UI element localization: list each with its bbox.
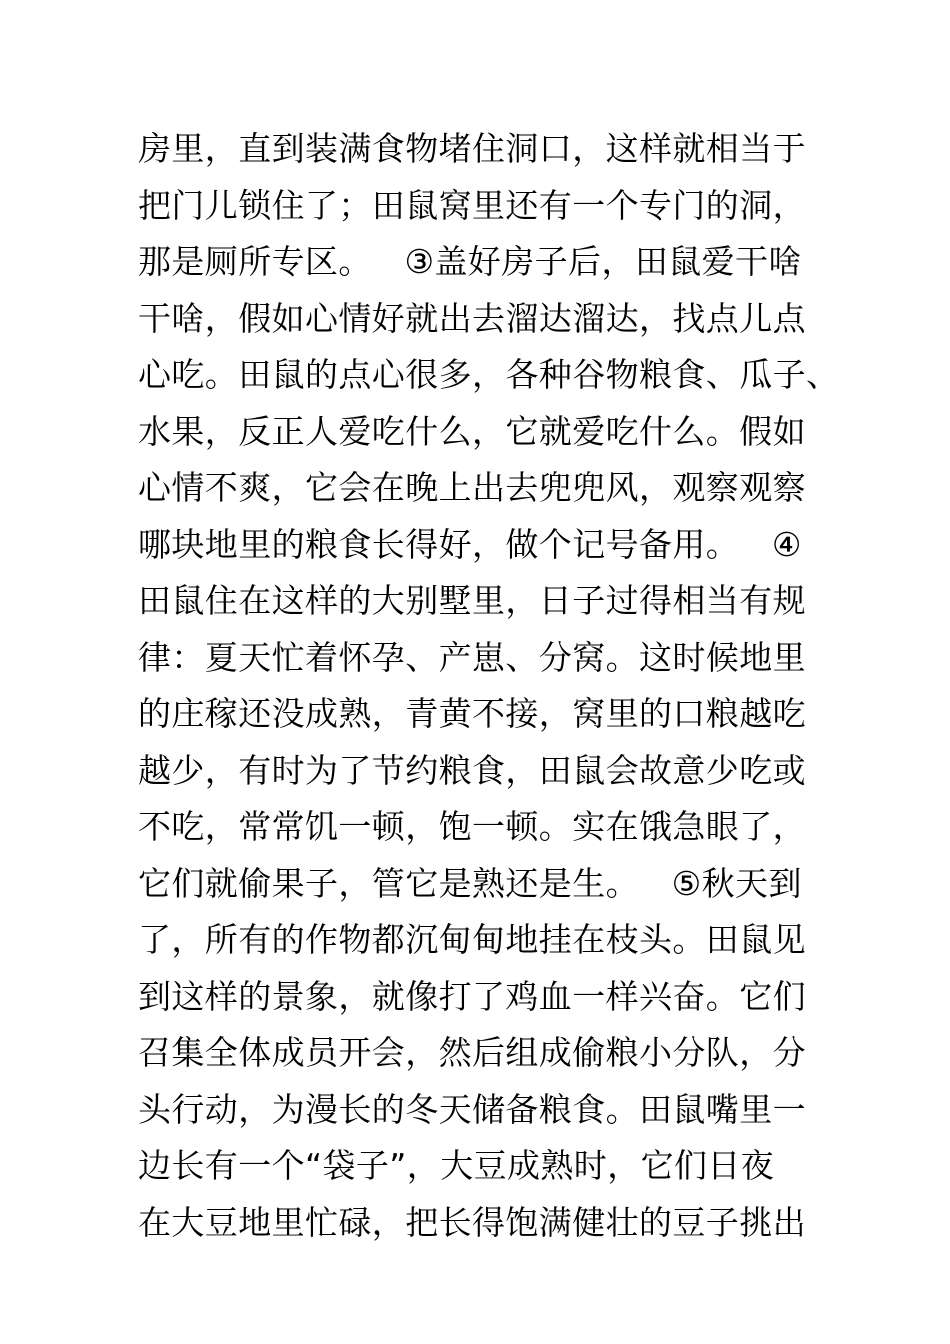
- text-line: 把门儿锁住了；田鼠窝里还有一个专门的洞，: [138, 185, 806, 225]
- text-line: 头行动，为漫长的冬天储备粮食。田鼠嘴里一: [138, 1089, 806, 1129]
- text-line: 的庄稼还没成熟，青黄不接，窝里的口粮越吃: [138, 694, 806, 733]
- text-line: 召集全体成员开会，然后组成偷粮小分队，分: [138, 1033, 806, 1072]
- text-line: 它们就偷果子，管它是熟还是生。 ⑤秋天到: [138, 863, 802, 903]
- text-line: 到这样的景象，就像打了鸡血一样兴奋。它们: [138, 976, 806, 1016]
- text-line: 水果，反正人爱吃什么，它就爱吃什么。假如: [138, 411, 806, 451]
- text-line: 律：夏天忙着怀孕、产崽、分窝。这时候地里: [138, 637, 806, 677]
- text-line: 哪块地里的粮食长得好，做个记号备用。 ④: [138, 524, 802, 564]
- text-line: 边长有一个“袋子”，大豆成熟时，它们日夜: [138, 1146, 775, 1185]
- text-line: 在大豆地里忙碌，把长得饱满健壮的豆子挑出: [138, 1202, 806, 1242]
- text-line: 了，所有的作物都沉甸甸地挂在枝头。田鼠见: [138, 920, 806, 959]
- text-line: 越少，有时为了节约粮食，田鼠会故意少吃或: [138, 750, 806, 790]
- text-line: 房里，直到装满食物堵住洞口，这样就相当于: [138, 129, 806, 168]
- body-text: [138, 125, 858, 1255]
- text-line: 田鼠住在这样的大别墅里，日子过得相当有规: [138, 581, 806, 620]
- text-line: 干啥，假如心情好就出去溜达溜达，找点儿点: [138, 298, 806, 338]
- text-line: 心吃。田鼠的点心很多，各种谷物粮食、瓜子、: [138, 355, 840, 394]
- text-line: 心情不爽，它会在晚上出去兜兜风，观察观察: [138, 468, 806, 507]
- text-line: 那是厕所专区。 ③盖好房子后，田鼠爱干啥: [138, 242, 802, 281]
- text-line: 不吃，常常饥一顿，饱一顿。实在饿急眼了，: [138, 807, 806, 846]
